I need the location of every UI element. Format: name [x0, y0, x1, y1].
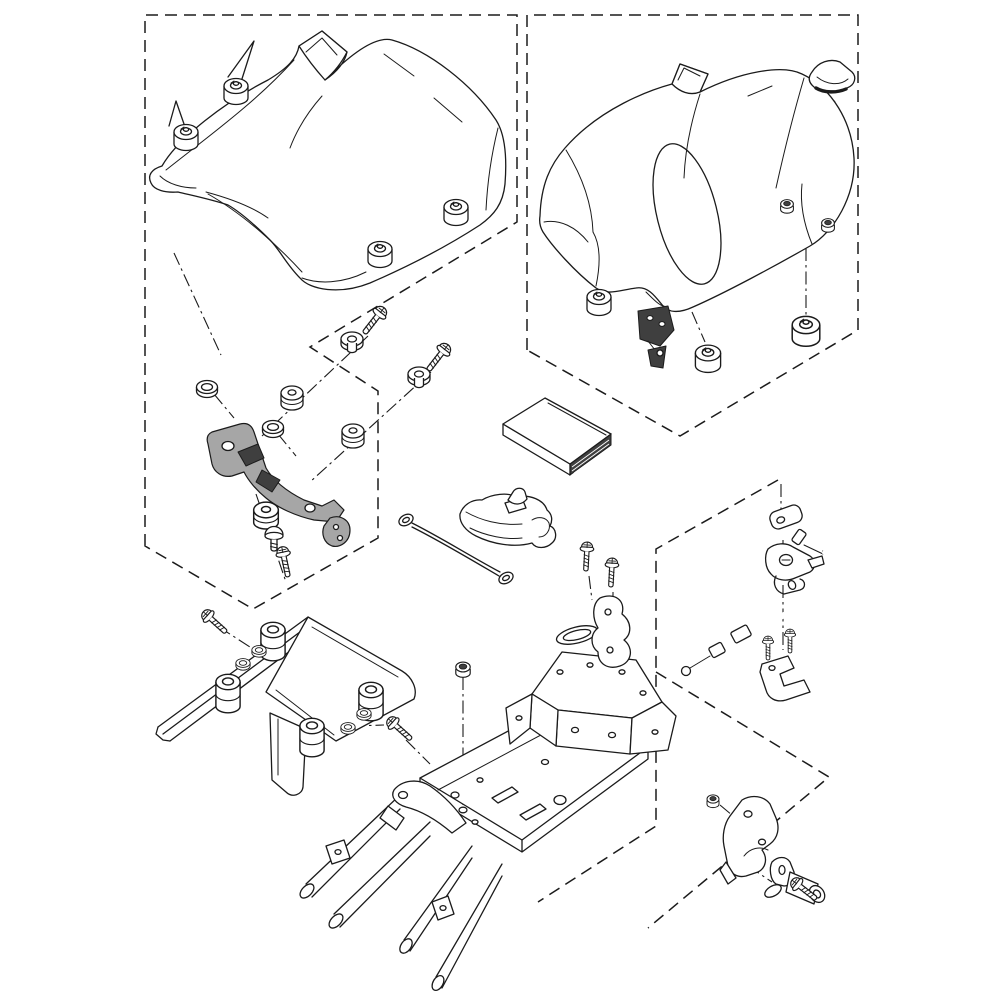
- rubber-damper-post: [216, 674, 240, 713]
- pan-head-screw: [604, 558, 619, 588]
- lock-catch-bracket: [723, 797, 778, 877]
- rear-subframe-group: [297, 542, 676, 993]
- collar-washer: [408, 367, 430, 388]
- leader-line: [174, 253, 221, 355]
- seat-bracket-hardware-group: [197, 303, 455, 582]
- lock-catch-group: [707, 795, 828, 906]
- rubber-seat-damper: [695, 345, 720, 372]
- collar-washer: [341, 332, 363, 353]
- leader-wedge: [228, 41, 254, 82]
- lock-striker-plate: [768, 503, 804, 531]
- seat-flap: [672, 64, 708, 94]
- flat-washer: [197, 381, 218, 398]
- hinge-wedge: [648, 346, 666, 368]
- flange-nut: [822, 219, 835, 233]
- rubber-damper-post: [300, 718, 324, 757]
- leader-wedge: [169, 101, 184, 126]
- owners-manual: [503, 398, 611, 475]
- flat-washer: [236, 659, 250, 671]
- bracket-tab: [323, 517, 350, 547]
- rubber-grommet: [281, 386, 303, 410]
- pan-head-screw: [199, 606, 231, 637]
- seat-lock-cable-group: [682, 484, 860, 701]
- flange-nut: [456, 662, 470, 677]
- hinge-bracket: [638, 306, 674, 346]
- leader-line: [406, 740, 430, 764]
- leader-line: [214, 394, 234, 418]
- flange-nut: [781, 200, 794, 214]
- cable-bracket: [760, 656, 810, 701]
- pan-head-screw: [784, 629, 795, 653]
- rubber-grommet: [342, 424, 364, 448]
- rider-seat-group: [150, 31, 506, 355]
- pan-head-screw: [275, 545, 295, 578]
- flat-washer: [341, 723, 355, 735]
- seat-rail-tray-group: [156, 606, 430, 795]
- flat-washer: [252, 646, 266, 658]
- flat-washer: [357, 709, 371, 721]
- leader-line: [310, 372, 431, 482]
- leader-line: [278, 434, 296, 456]
- passenger-seat-group: [540, 60, 855, 372]
- rubber-seat-damper: [792, 316, 820, 346]
- rubber-seat-damper: [174, 125, 198, 151]
- rubber-seat-damper: [444, 200, 468, 226]
- seat-lock-body: [766, 544, 824, 594]
- rubber-seat-damper: [368, 242, 392, 268]
- passenger-seat: [540, 64, 855, 311]
- pan-head-screw: [579, 542, 594, 572]
- leader-line: [692, 312, 705, 342]
- flange-nut: [707, 795, 719, 808]
- rubber-seat-damper: [587, 290, 611, 316]
- flat-washer: [263, 421, 284, 438]
- pan-head-screw: [384, 713, 416, 744]
- pan-head-screw: [358, 303, 390, 338]
- pan-head-screw: [762, 636, 773, 660]
- damper-bushing: [254, 502, 279, 529]
- accessories-group: [397, 398, 611, 586]
- leader-line: [589, 576, 592, 600]
- tool-pouch: [460, 488, 556, 547]
- rubber-seat-damper: [224, 79, 248, 105]
